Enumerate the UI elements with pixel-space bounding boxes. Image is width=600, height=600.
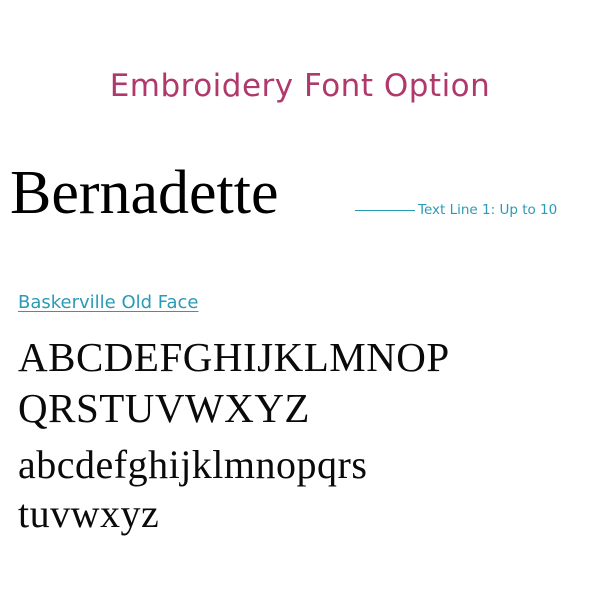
font-name-link[interactable]: Baskerville Old Face xyxy=(18,292,199,313)
sample-preview xyxy=(10,160,590,230)
uppercase-line-2: QRSTUVWXYZ xyxy=(18,385,310,431)
lowercase-alphabet xyxy=(18,440,584,538)
uppercase-alphabet xyxy=(18,332,584,434)
callout-label: Text Line 1: Up to 10 xyxy=(418,202,558,218)
lowercase-line-1: abcdefghijklmnopqrs xyxy=(18,442,368,487)
leader-line-icon xyxy=(355,210,415,211)
page-title: Embroidery Font Option xyxy=(109,68,491,104)
uppercase-line-1: ABCDEFGHIJKLMNOP xyxy=(18,334,450,380)
sample-name-text: Bernadette xyxy=(10,159,279,227)
callout-annotation xyxy=(355,202,557,218)
lowercase-line-2: tuvwxyz xyxy=(18,491,160,536)
